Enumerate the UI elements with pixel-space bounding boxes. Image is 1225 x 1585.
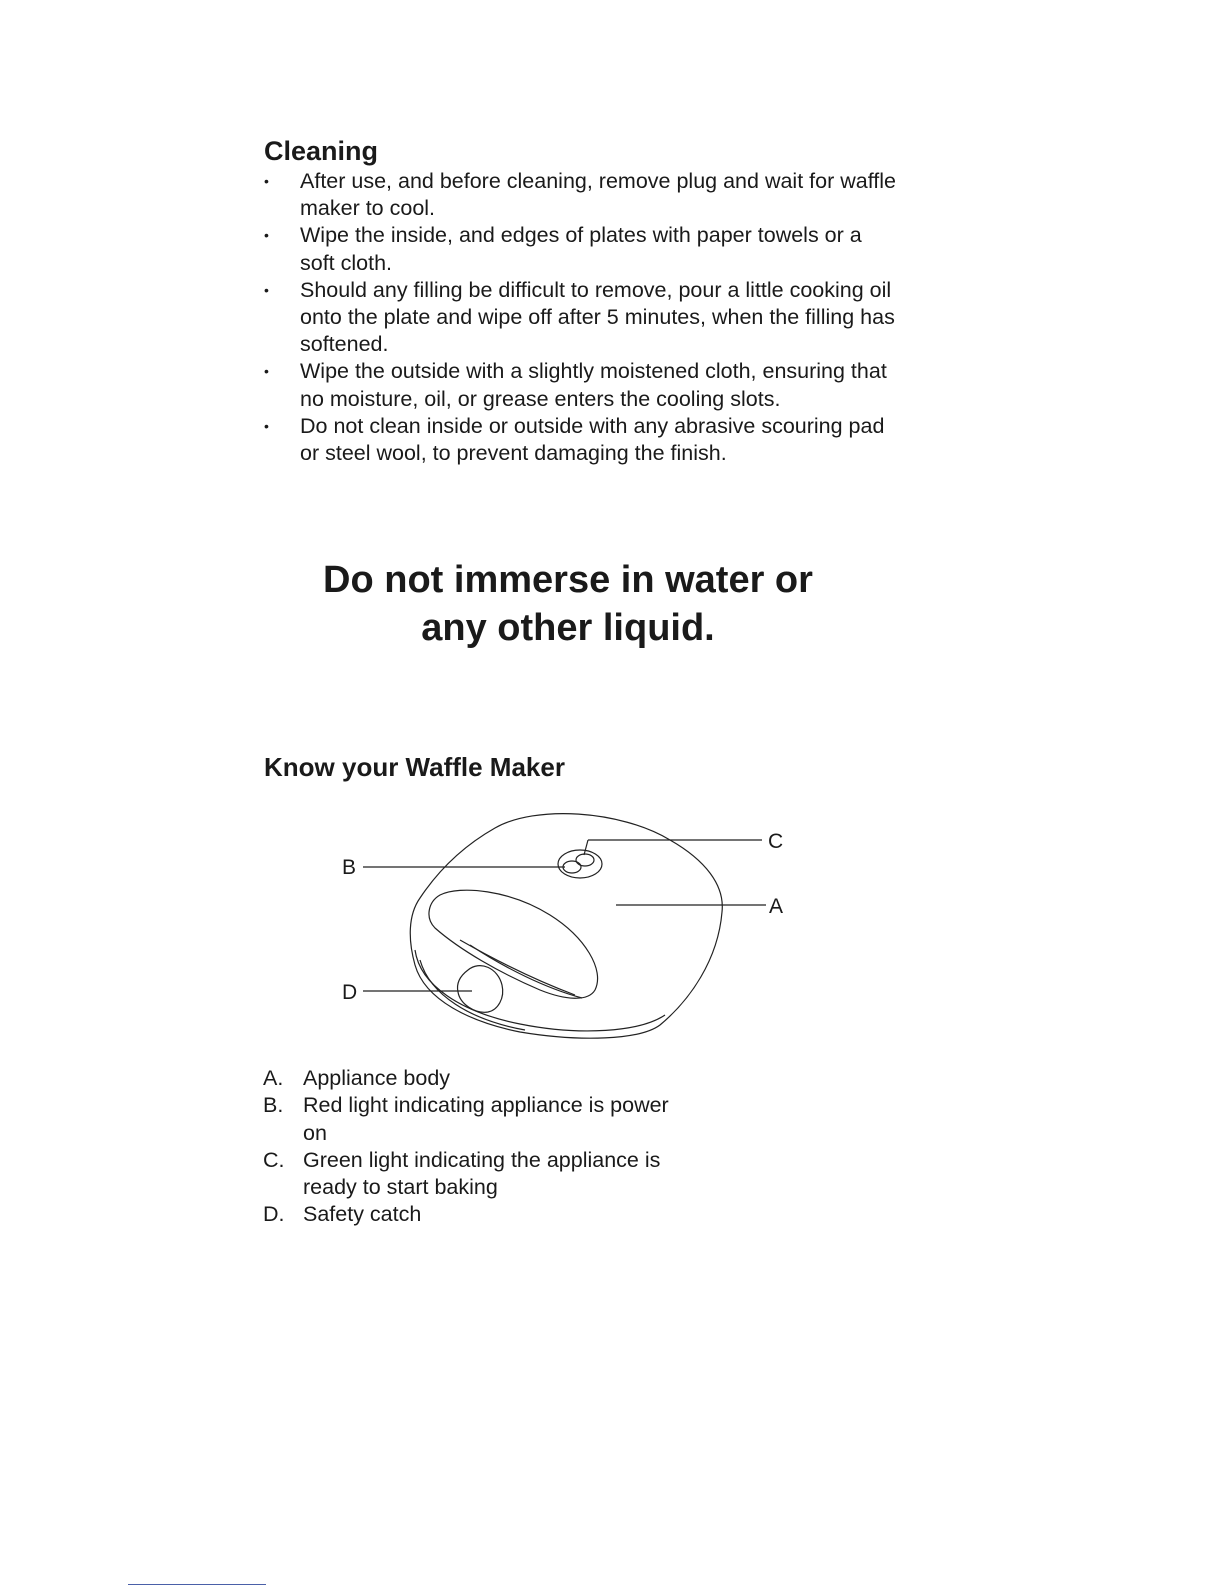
cleaning-list (262, 168, 902, 467)
appliance-body-outline (410, 814, 722, 1039)
list-item (263, 1201, 683, 1228)
list-item-text: Do not clean inside or outside with any abrasive scouring pad or steel wool, to prevent damaging the finish. (300, 413, 885, 466)
viewing-window (429, 890, 598, 998)
list-item-text: After use, and before cleaning, remove plug and wait for waffle maker to cool. (300, 169, 896, 221)
diagram-label-a: A (769, 895, 784, 918)
list-item-text: Should any filling be difficult to remove, pour a little cooking oil onto the plate and wipe off after 5 minutes, when the filling has softened. (300, 277, 895, 357)
list-item (262, 168, 902, 222)
know-heading: Know your Waffle Maker (264, 752, 565, 782)
red-light-icon (563, 861, 581, 873)
leader-line-c-drop (584, 840, 588, 855)
list-item (263, 1065, 683, 1092)
list-item (263, 1092, 683, 1147)
list-item (262, 222, 902, 276)
cleaning-heading: Cleaning (264, 136, 379, 166)
list-item-text: Wipe the inside, and edges of plates with paper towels or a soft cloth. (300, 223, 862, 275)
bullet-icon: • (264, 417, 269, 434)
part-letter: C. (263, 1147, 285, 1172)
bullet-icon: • (264, 173, 269, 189)
bullet-icon: • (264, 363, 269, 380)
part-text: Safety catch (303, 1202, 422, 1227)
part-text: Green light indicating the appliance is ready to start baking (303, 1147, 661, 1200)
parts-list (263, 1065, 683, 1229)
window-inner-line (460, 940, 575, 995)
bullet-icon: • (264, 281, 269, 298)
diagram-label-b: B (342, 856, 357, 879)
appliance-base-outline-2 (420, 960, 525, 1030)
window-inner-line-2 (470, 945, 582, 998)
list-item (263, 1147, 683, 1202)
part-letter: D. (263, 1202, 285, 1227)
list-item (262, 277, 902, 359)
bullet-icon: • (264, 227, 269, 244)
part-letter: B. (263, 1093, 284, 1118)
warning-line-2: any other liquid. (421, 607, 715, 649)
list-item (262, 413, 902, 467)
immersion-warning (0, 556, 1136, 652)
diagram-label-c: C (768, 830, 784, 853)
diagram-label-d: D (342, 981, 358, 1004)
list-item-text: Wipe the outside with a slightly moistened cloth, ensuring that no moisture, oil, or grease enters the cooling slots. (300, 359, 887, 411)
waffle-maker-diagram (320, 800, 820, 1050)
part-letter: A. (263, 1066, 284, 1090)
list-item (262, 358, 902, 412)
warning-line-1: Do not immerse in water or (323, 559, 813, 601)
part-text: Red light indicating appliance is power on (303, 1093, 669, 1145)
part-text: Appliance body (303, 1066, 451, 1090)
green-light-icon (576, 854, 594, 866)
